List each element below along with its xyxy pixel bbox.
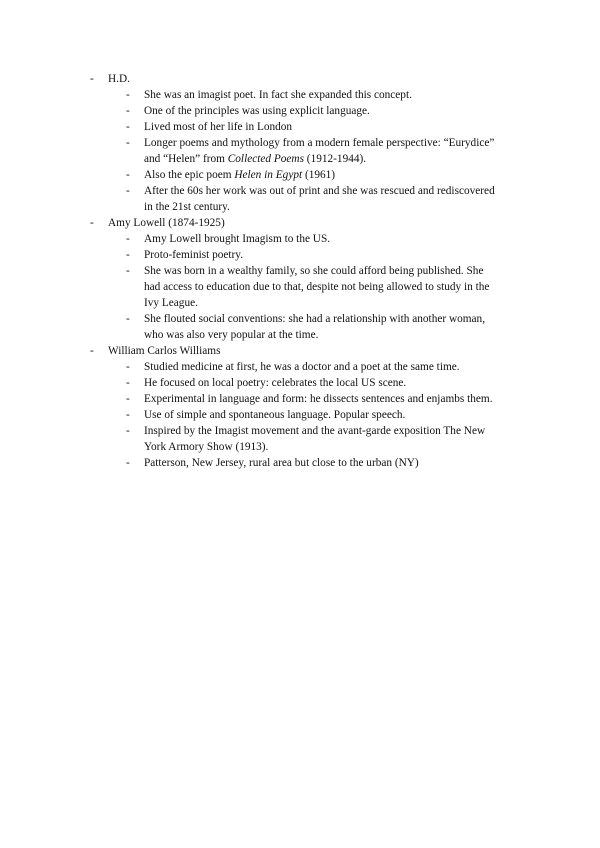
- list-dash: -: [126, 249, 130, 261]
- list-item-text: York Armory Show (1913).: [144, 441, 269, 453]
- list-dash: -: [90, 73, 94, 85]
- list-item-continuation: [0, 439, 600, 455]
- list-item-continuation: [0, 199, 600, 215]
- list-dash: -: [126, 377, 130, 389]
- outline-heading: Amy Lowell (1874-1925): [108, 217, 225, 229]
- outline-item-hd: [0, 71, 600, 87]
- list-item-text: Use of simple and spontaneous language. Popular speech.: [144, 409, 406, 421]
- list-item-continuation: [0, 295, 600, 311]
- list-item-text: He focused on local poetry: celebrates the local US scene.: [144, 377, 407, 389]
- list-dash: -: [126, 409, 130, 421]
- list-item: [0, 247, 600, 263]
- list-item: [0, 455, 600, 471]
- outline-section-hd: [0, 71, 600, 215]
- text-run: and “Helen” from: [144, 153, 228, 165]
- list-item-text: Studied medicine at first, he was a doctor and a poet at the same time.: [144, 361, 460, 373]
- list-item: [0, 359, 600, 375]
- outline-item-wcw: [0, 343, 600, 359]
- list-dash: -: [126, 425, 130, 437]
- text-run: (1961): [302, 169, 336, 181]
- list-item: [0, 231, 600, 247]
- outline-item-amy-lowell: [0, 215, 600, 231]
- list-dash: -: [126, 233, 130, 245]
- list-item: [0, 407, 600, 423]
- list-item-text: Lived most of her life in London: [144, 121, 293, 133]
- list-item-text: She was an imagist poet. In fact she expanded this concept.: [144, 89, 412, 101]
- outline-section-amy-lowell: [0, 215, 600, 343]
- list-item-text: Experimental in language and form: he dissects sentences and enjambs them.: [144, 393, 493, 405]
- outline-section-wcw: [0, 343, 600, 471]
- list-item-text: had access to education due to that, despite not being allowed to study in the: [144, 281, 490, 293]
- list-dash: -: [126, 457, 130, 469]
- list-item-text: After the 60s her work was out of print and she was rescued and rediscovered: [144, 185, 495, 197]
- list-item-text: who was also very popular at the time.: [144, 329, 319, 341]
- list-item: [0, 135, 600, 151]
- list-item: [0, 375, 600, 391]
- list-dash: -: [126, 393, 130, 405]
- list-dash: -: [90, 217, 94, 229]
- list-item: [0, 103, 600, 119]
- list-item-text: Longer poems and mythology from a modern female perspective: “Eurydice”: [144, 137, 495, 149]
- text-run: Also the epic poem: [144, 169, 235, 181]
- list-item-continuation: [0, 327, 600, 343]
- list-dash: -: [126, 313, 130, 325]
- list-item-text: Amy Lowell brought Imagism to the US.: [144, 233, 331, 245]
- list-item: [0, 87, 600, 103]
- list-item-text: She was born in a wealthy family, so she could afford being published. She: [144, 265, 484, 277]
- list-dash: -: [126, 137, 130, 149]
- list-item: [0, 263, 600, 279]
- list-item-text: [144, 151, 366, 167]
- list-item-continuation: [0, 151, 600, 167]
- book-title: Collected Poems: [227, 153, 304, 165]
- list-item-text: One of the principles was using explicit language.: [144, 105, 370, 117]
- list-item-text: Proto-feminist poetry.: [144, 249, 244, 261]
- list-dash: -: [126, 361, 130, 373]
- list-dash: -: [126, 169, 130, 181]
- list-item: [0, 183, 600, 199]
- outline-heading: H.D.: [108, 73, 130, 85]
- list-item: [0, 423, 600, 439]
- list-item: [0, 311, 600, 327]
- list-dash: -: [126, 185, 130, 197]
- list-item-text: She flouted social conventions: she had a relationship with another woman,: [144, 313, 486, 325]
- list-item-text: Ivy League.: [144, 297, 198, 309]
- list-item-text: in the 21st century.: [144, 201, 230, 213]
- list-dash: -: [126, 105, 130, 117]
- list-dash: -: [126, 89, 130, 101]
- list-item: [0, 167, 600, 183]
- list-item-text: Patterson, New Jersey, rural area but close to the urban (NY): [144, 457, 419, 469]
- list-dash: -: [90, 345, 94, 357]
- list-item: [0, 391, 600, 407]
- list-dash: -: [126, 265, 130, 277]
- list-dash: -: [126, 121, 130, 133]
- list-item-text: Inspired by the Imagist movement and the avant-garde exposition The New: [144, 425, 486, 437]
- book-title: Helen in Egypt: [234, 169, 303, 181]
- list-item: [0, 119, 600, 135]
- text-run: (1912-1944).: [303, 153, 367, 165]
- list-item-continuation: [0, 279, 600, 295]
- list-item-text: [144, 167, 335, 183]
- outline-heading: William Carlos Williams: [108, 345, 221, 357]
